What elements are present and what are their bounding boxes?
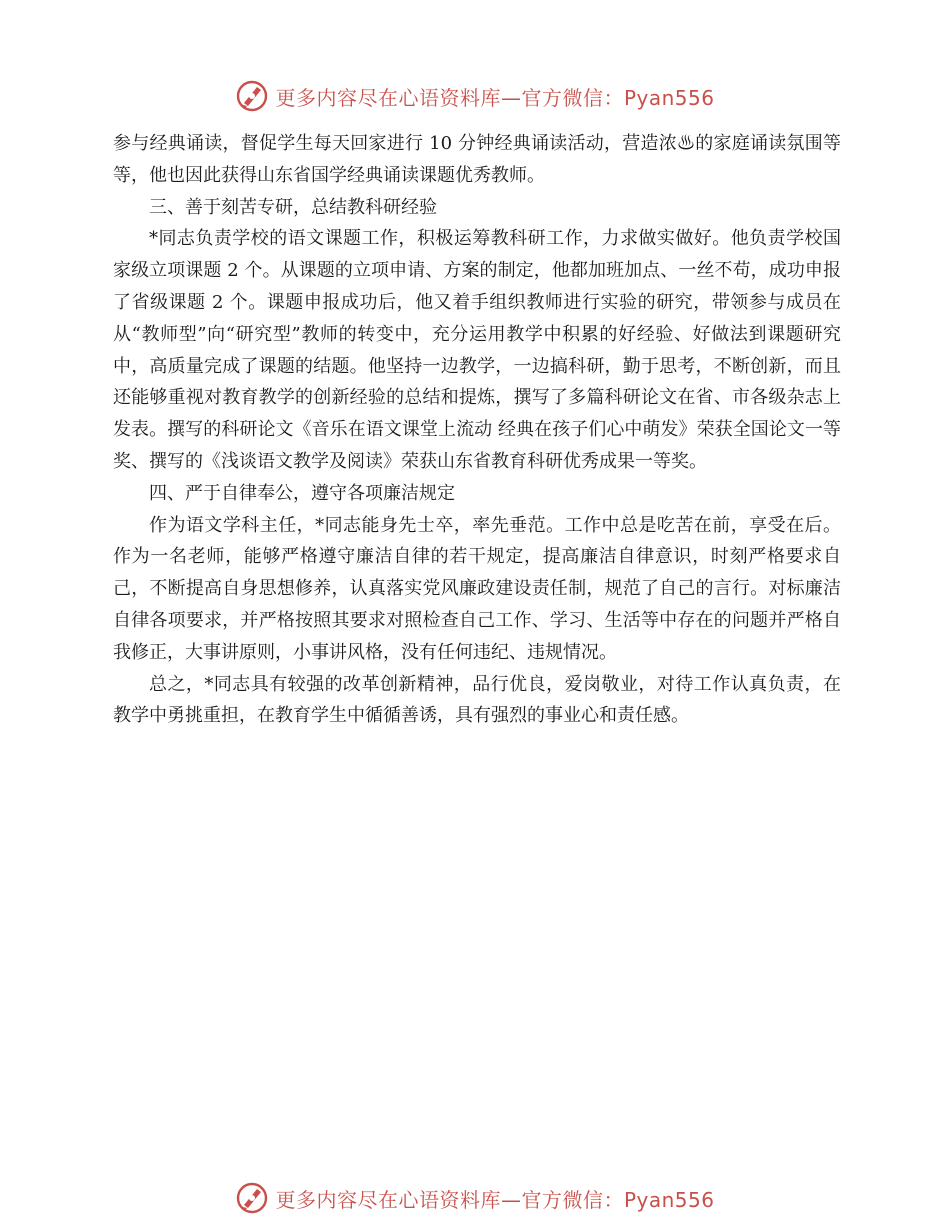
paragraph: *同志负责学校的语文课题工作，积极运筹教科研工作，力求做实做好。他负责学校国家级立项课题 2 个。从课题的立项申请、方案的制定，他都加班加点、一丝不苟，成功申报了省级课题 2 个。课题申报成功后，他又着手组织教师进行实验的研究，带领参与成员在从“教师型”向“研究型”教师的转变中，充分运用教学中积累的好经验、好做法到课题研究中，高质量完成了课题的结题。他坚持一边教学，一边搞科研，勤于思考，不断创新，而且还能够重视对教育教学的创新经验的总结和提炼，撰写了多篇科研论文在省、市各级杂志上发表。撰写的科研论文《音乐在语文课堂上流动 经典在孩子们心中萌发》荣获全国论文一等奖、撰写的《浅谈语文教学及阅读》荣获山东省教育科研优秀成果一等奖。 [113,228,841,472]
footer-banner-text: 更多内容尽在心语资料库—官方微信：Pyan556 [275,1187,715,1212]
paragraph: 作为语文学科主任，*同志能身先士卒，率先垂范。工作中总是吃苦在前，享受在后。作为一名老师，能够严格遵守廉洁自律的若干规定，提高廉洁自律意识，时刻严格要求自己，不断提高自身思想修养，认真落实党风廉政建设责任制，规范了自己的言行。对标廉洁自律各项要求，并严格按照其要求对照检查自己工作、学习、生活等中存在的问题并严格自我修正，大事讲原则，小事讲风格，没有任何违纪、违规情况。 [113,514,841,663]
footer-banner [0,1176,950,1220]
paragraph-conclusion: 总之，*同志具有较强的改革创新精神，品行优良，爱岗敬业，对待工作认真负责，在教学中勇挑重担，在教育学生中循循善诱，具有强烈的事业心和责任感。 [113,673,841,727]
document-body [113,128,841,732]
header-banner-text: 更多内容尽在心语资料库—官方微信：Pyan556 [275,85,715,110]
seal-logo-icon [235,79,269,113]
section-heading-3: 三、善于刻苦专研，总结教科研经验 [149,196,437,218]
seal-logo-icon [235,1181,269,1215]
section-heading-4: 四、严于自律奉公，遵守各项廉洁规定 [149,482,455,504]
header-banner [0,74,950,118]
paragraph-continued: 参与经典诵读，督促学生每天回家进行 10 分钟经典诵读活动，营造浓♨的家庭诵读氛围等等，他也因此获得山东省国学经典诵读课题优秀教师。 [113,133,841,186]
